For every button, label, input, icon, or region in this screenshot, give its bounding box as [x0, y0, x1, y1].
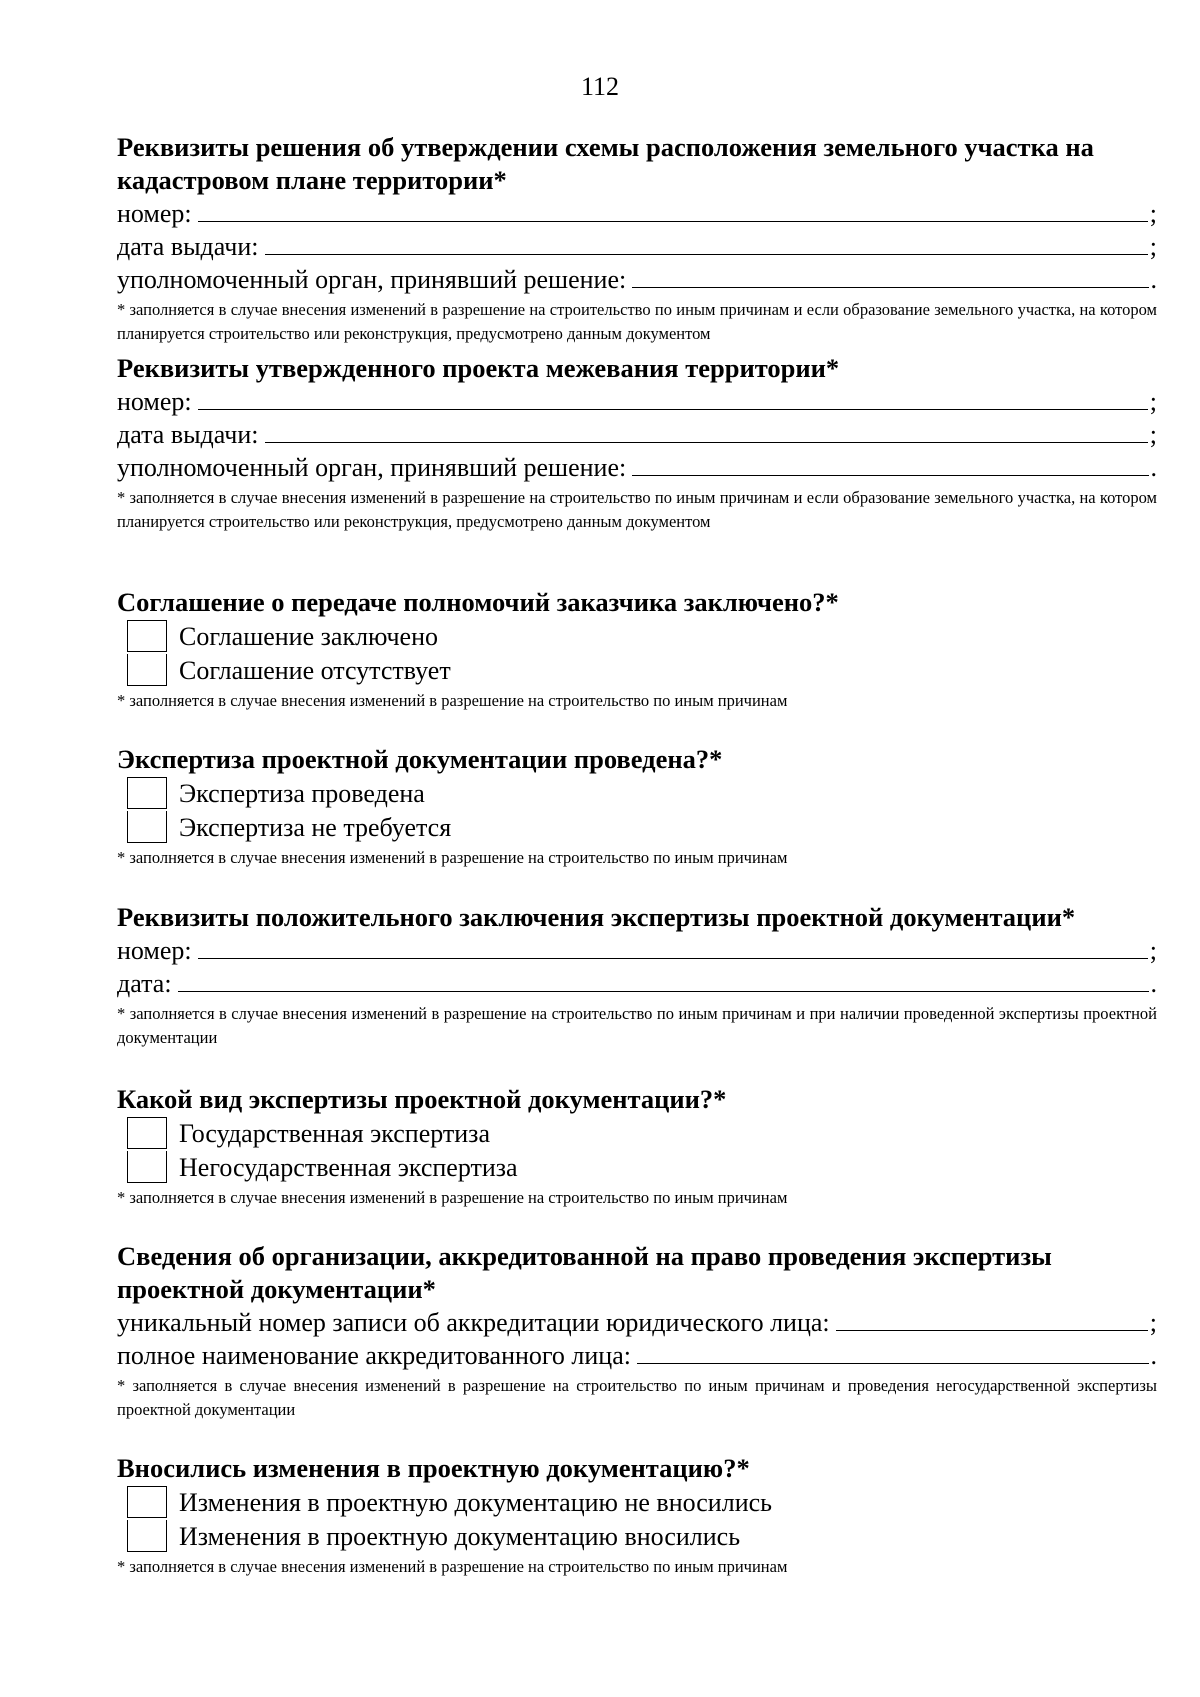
field-label: дата: [117, 969, 172, 998]
option-state-expertise[interactable] [117, 1116, 1157, 1150]
option-changes-made[interactable] [117, 1519, 1157, 1553]
section-accredited-organization [117, 1240, 1157, 1422]
section-expertise-type [117, 1083, 1157, 1210]
accreditation-number-input-line[interactable] [836, 1309, 1148, 1331]
section-heading: Реквизиты положительного заключения экспертизы проектной документации* [117, 902, 1076, 932]
field-end: ; [1149, 387, 1157, 416]
field-end: ; [1149, 936, 1157, 965]
authority-field[interactable] [117, 263, 1157, 296]
number-field[interactable] [117, 197, 1157, 230]
option-label: Соглашение отсутствует [179, 655, 451, 685]
footnote: * заполняется в случае внесения изменений в разрешение на строительство по иным причинам и проведения негосударственной экспертизы проектной документации [117, 1376, 1157, 1419]
footnote: * заполняется в случае внесения изменений в разрешение на строительство по иным причинам [117, 848, 788, 867]
option-label: Соглашение заключено [179, 621, 439, 651]
section-heading: Сведения об организации, аккредитованной на право проведения экспертизы проектной документации* [117, 1241, 1052, 1304]
field-end: ; [1149, 420, 1157, 449]
option-label: Изменения в проектную документацию вносились [179, 1521, 741, 1551]
issue-date-field[interactable] [117, 230, 1157, 263]
section-positive-conclusion [117, 901, 1157, 1050]
checkbox[interactable] [127, 1520, 167, 1552]
number-input-line[interactable] [198, 937, 1148, 959]
checkbox[interactable] [127, 1151, 167, 1183]
footnote: * заполняется в случае внесения изменений в разрешение на строительство по иным причинам и если образование земельного участка, на котором планируется строительство или реконструкция, предусмотрено данным документом [117, 300, 1157, 343]
full-name-field[interactable] [117, 1339, 1157, 1372]
field-label: уполномоченный орган, принявший решение: [117, 453, 627, 482]
number-input-line[interactable] [198, 388, 1148, 410]
option-label: Негосударственная экспертиза [179, 1152, 518, 1182]
option-agreement-absent[interactable] [117, 653, 1157, 687]
field-end: ; [1149, 1308, 1157, 1337]
option-expertise-conducted[interactable] [117, 776, 1157, 810]
field-label: номер: [117, 199, 192, 228]
checkbox[interactable] [127, 1117, 167, 1149]
field-end: . [1150, 1341, 1157, 1370]
number-field[interactable] [117, 385, 1157, 418]
checkbox[interactable] [127, 1486, 167, 1518]
checkbox[interactable] [127, 654, 167, 686]
field-label: уникальный номер записи об аккредитации юридического лица: [117, 1308, 830, 1337]
issue-date-field[interactable] [117, 418, 1157, 451]
checkbox[interactable] [127, 620, 167, 652]
number-input-line[interactable] [198, 200, 1148, 222]
section-heading: Реквизиты утвержденного проекта межевания территории* [117, 353, 840, 383]
field-end: ; [1149, 232, 1157, 261]
option-agreement-concluded[interactable] [117, 619, 1157, 653]
checkbox[interactable] [127, 777, 167, 809]
date-field[interactable] [117, 967, 1157, 1000]
option-label: Экспертиза проведена [179, 778, 425, 808]
field-label: номер: [117, 387, 192, 416]
section-design-changes [117, 1452, 1157, 1579]
option-expertise-not-required[interactable] [117, 810, 1157, 844]
checkbox[interactable] [127, 811, 167, 843]
option-label: Государственная экспертиза [179, 1118, 490, 1148]
field-label: полное наименование аккредитованного лица: [117, 1341, 631, 1370]
option-changes-not-made[interactable] [117, 1485, 1157, 1519]
issue-date-input-line[interactable] [265, 421, 1148, 443]
footnote: * заполняется в случае внесения изменений в разрешение на строительство по иным причинам [117, 1557, 788, 1576]
field-end: . [1150, 453, 1157, 482]
field-label: дата выдачи: [117, 232, 259, 261]
authority-field[interactable] [117, 451, 1157, 484]
section-heading: Реквизиты решения об утверждении схемы расположения земельного участка на кадастровом плане территории* [117, 132, 1094, 195]
accreditation-number-field[interactable] [117, 1306, 1157, 1339]
field-end: . [1150, 969, 1157, 998]
date-input-line[interactable] [178, 970, 1149, 992]
option-non-state-expertise[interactable] [117, 1150, 1157, 1184]
authority-input-line[interactable] [632, 454, 1148, 476]
section-heading: Соглашение о передаче полномочий заказчика заключено?* [117, 587, 839, 617]
section-land-survey-project [117, 352, 1157, 534]
section-heading: Экспертиза проектной документации проведена?* [117, 744, 723, 774]
number-field[interactable] [117, 934, 1157, 967]
page-number: 112 [580, 72, 620, 101]
field-label: номер: [117, 936, 192, 965]
footnote: * заполняется в случае внесения изменений в разрешение на строительство по иным причинам и при наличии проведенной экспертизы проектной документации [117, 1004, 1157, 1047]
footnote: * заполняется в случае внесения изменений в разрешение на строительство по иным причинам [117, 1188, 788, 1207]
field-label: дата выдачи: [117, 420, 259, 449]
field-end: . [1150, 265, 1157, 294]
footnote: * заполняется в случае внесения изменений в разрешение на строительство по иным причинам и если образование земельного участка, на котором планируется строительство или реконструкция, предусмотрено данным документом [117, 488, 1157, 531]
section-scheme-approval [117, 131, 1157, 346]
section-heading: Вносились изменения в проектную документацию?* [117, 1453, 750, 1483]
footnote: * заполняется в случае внесения изменений в разрешение на строительство по иным причинам [117, 691, 788, 710]
full-name-input-line[interactable] [637, 1342, 1149, 1364]
section-heading: Какой вид экспертизы проектной документации?* [117, 1084, 727, 1114]
field-end: ; [1149, 199, 1157, 228]
option-label: Экспертиза не требуется [179, 812, 452, 842]
field-label: уполномоченный орган, принявший решение: [117, 265, 627, 294]
authority-input-line[interactable] [632, 266, 1148, 288]
option-label: Изменения в проектную документацию не вносились [179, 1487, 773, 1517]
issue-date-input-line[interactable] [265, 233, 1148, 255]
section-expertise-conducted [117, 743, 1157, 870]
section-customer-agreement [117, 586, 1157, 713]
